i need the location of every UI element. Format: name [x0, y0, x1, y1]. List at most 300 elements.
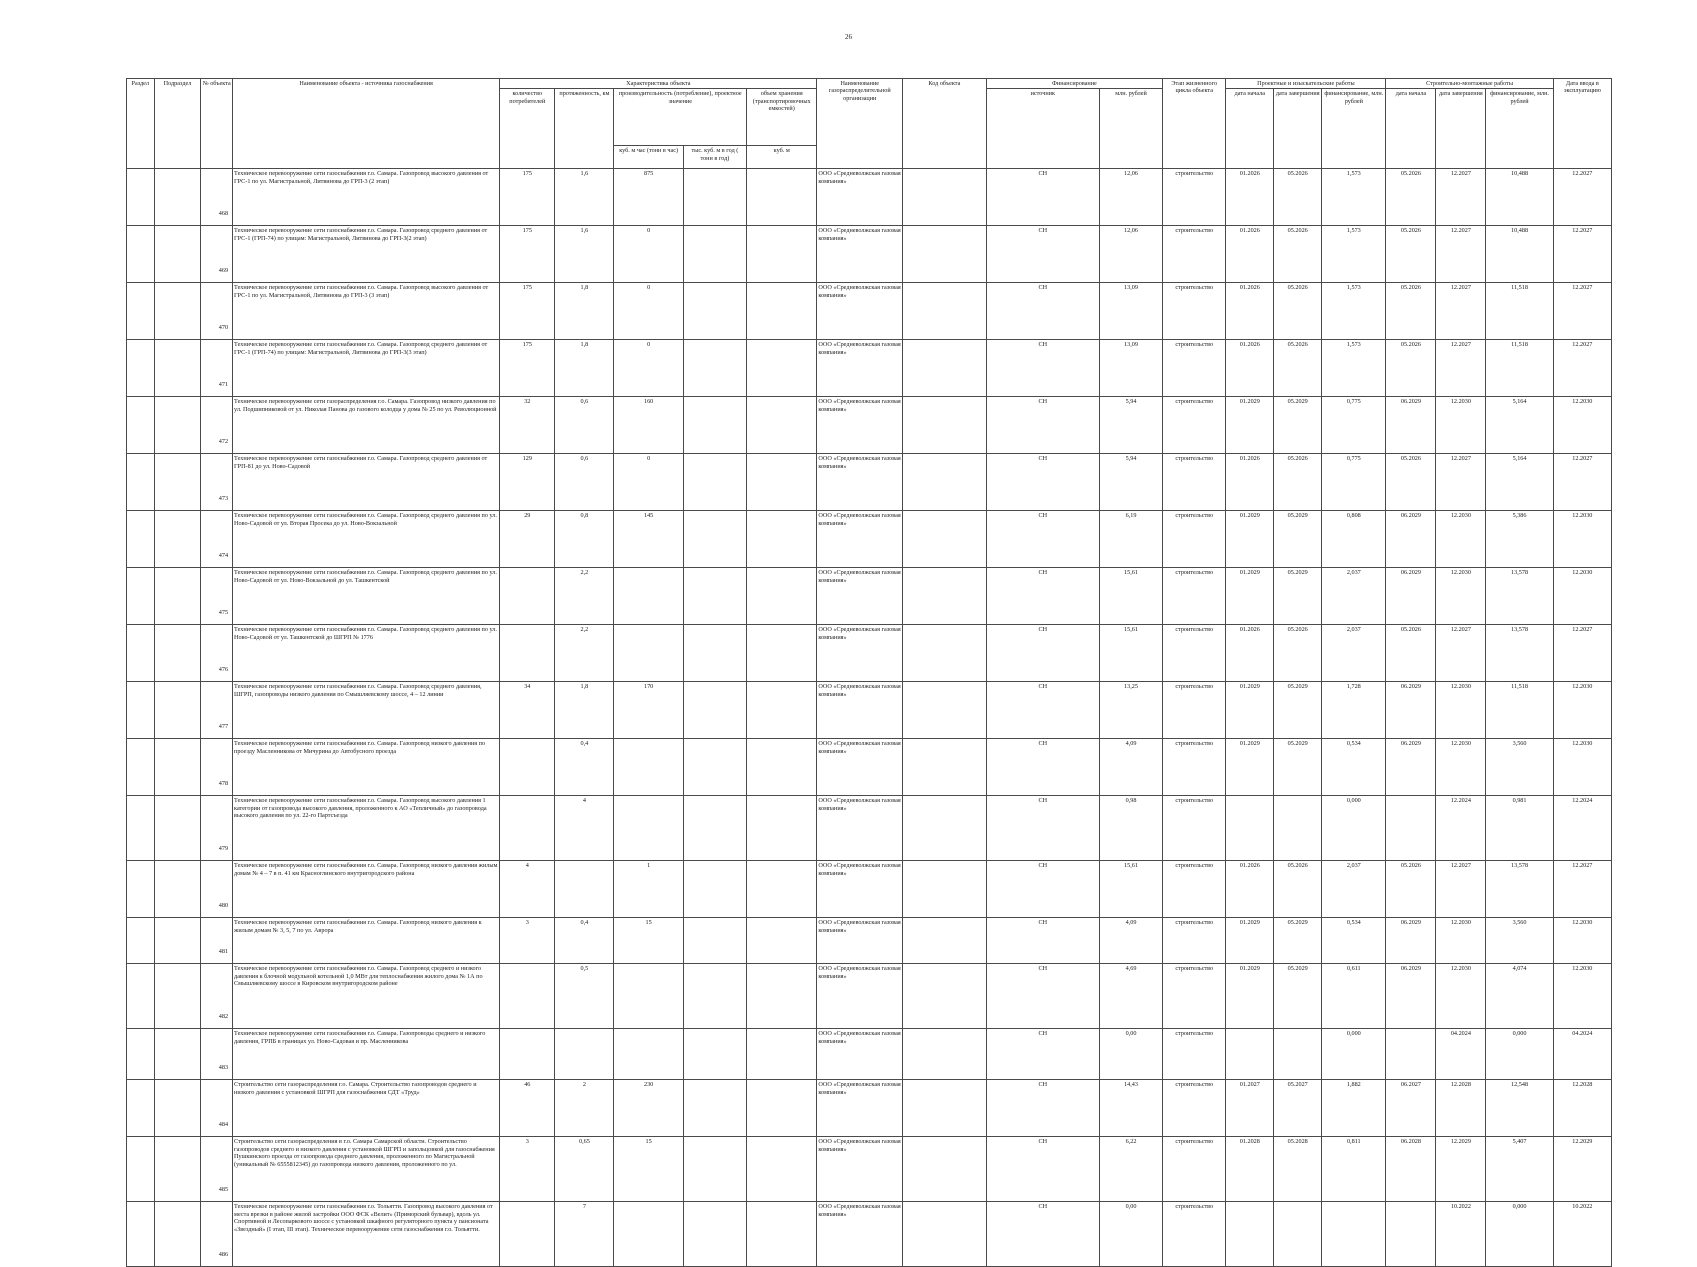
build-end: 12.2027 [1436, 226, 1486, 283]
build-start: 06.2029 [1386, 397, 1436, 454]
lifecycle-stage: строительство [1163, 568, 1226, 625]
section-cell [127, 918, 155, 964]
capacity-hour: 230 [614, 1080, 683, 1137]
length-km [555, 861, 614, 918]
capacity-hour: 170 [614, 682, 683, 739]
commission-date: 12.2030 [1553, 918, 1611, 964]
section-cell [127, 340, 155, 397]
design-financing: 2,037 [1322, 861, 1386, 918]
object-code [903, 340, 987, 397]
storage-volume [747, 511, 817, 568]
lifecycle-stage: строительство [1163, 964, 1226, 1029]
object-number: 476 [201, 625, 233, 682]
build-financing: 3,560 [1486, 918, 1553, 964]
consumers-count: 4 [500, 861, 555, 918]
finance-source: СН [986, 1080, 1099, 1137]
design-financing: 1,882 [1322, 1080, 1386, 1137]
header-build-financing: финансирование, млн. рублей [1486, 89, 1553, 169]
length-km: 1,6 [555, 169, 614, 226]
section-cell [127, 511, 155, 568]
build-start [1386, 1202, 1436, 1267]
object-number: 486 [201, 1202, 233, 1267]
capacity-hour [614, 739, 683, 796]
section-cell [127, 169, 155, 226]
subsection-cell [154, 226, 201, 283]
capacity-hour [614, 1202, 683, 1267]
storage-volume [747, 226, 817, 283]
length-km: 0,8 [555, 511, 614, 568]
finance-amount: 4,09 [1099, 739, 1162, 796]
commission-date: 12.2028 [1553, 1080, 1611, 1137]
subsection-cell [154, 1137, 201, 1202]
header-organization: Наименование газораспределительной организации [817, 79, 903, 169]
object-name: Техническое перевооружение сети газоснабжения г.о. Самара. Газопровод среднего давления по ул. Ново-Садовой от ул. Вторая Просека до ул. Ново-Вокзальной [233, 511, 500, 568]
finance-amount: 15,61 [1099, 568, 1162, 625]
capacity-year [683, 283, 746, 340]
build-financing: 5,164 [1486, 454, 1553, 511]
length-km: 4 [555, 796, 614, 861]
object-name: Техническое перевооружение сети газоснабжения г.о. Самара. Газопровод среднего и низкого давления к блочной модульной котельной 1,0 МВт для теплоснабжения жилого дома № 1А по Смышляевскому шоссе в Кировском внутригородском районе [233, 964, 500, 1029]
capacity-year [683, 568, 746, 625]
capacity-year [683, 1080, 746, 1137]
design-end: 05.2029 [1274, 568, 1322, 625]
object-code [903, 796, 987, 861]
capacity-hour: 875 [614, 169, 683, 226]
object-code [903, 918, 987, 964]
table-row [127, 739, 1612, 796]
object-name: Техническое перевооружение сети газоснабжения г.о. Самара. Газопровод высокого давления 1 категории от газопровода высокого давления, проложенного к АО «Тепличный» до газопровода высокого давления по ул. 22-го Партсъезда [233, 796, 500, 861]
subsection-cell [154, 283, 201, 340]
storage-volume [747, 918, 817, 964]
length-km: 7 [555, 1202, 614, 1267]
design-end: 05.2029 [1274, 964, 1322, 1029]
design-start: 01.2029 [1226, 682, 1274, 739]
consumers-count: 175 [500, 169, 555, 226]
design-start: 01.2029 [1226, 918, 1274, 964]
design-start [1226, 1029, 1274, 1080]
build-start: 05.2026 [1386, 861, 1436, 918]
finance-amount: 13,25 [1099, 682, 1162, 739]
header-design-financing: финансирование, млн. рублей [1322, 89, 1386, 169]
subsection-cell [154, 1029, 201, 1080]
consumers-count: 34 [500, 682, 555, 739]
object-code [903, 625, 987, 682]
consumers-count [500, 739, 555, 796]
storage-volume [747, 739, 817, 796]
header-unit-year: тыс. куб. м в год ( тонн в год) [683, 146, 746, 169]
build-financing: 4,074 [1486, 964, 1553, 1029]
commission-date: 12.2027 [1553, 340, 1611, 397]
capacity-year [683, 796, 746, 861]
header-build-start: дата начала [1386, 89, 1436, 169]
lifecycle-stage: строительство [1163, 169, 1226, 226]
build-financing: 10,488 [1486, 226, 1553, 283]
build-financing: 5,407 [1486, 1137, 1553, 1202]
design-start: 01.2026 [1226, 625, 1274, 682]
table-row [127, 682, 1612, 739]
object-code [903, 1080, 987, 1137]
commission-date: 12.2030 [1553, 739, 1611, 796]
build-start: 05.2026 [1386, 454, 1436, 511]
consumers-count: 29 [500, 511, 555, 568]
table-row [127, 1137, 1612, 1202]
object-name: Техническое перевооружение сети газоснабжения г.о. Самара. Газопровод высокого давления от ГРС-1 по ул. Магистральной, Литвинова до ГРП-3 (2 этап) [233, 169, 500, 226]
build-start: 05.2026 [1386, 340, 1436, 397]
consumers-count: 175 [500, 226, 555, 283]
build-end: 12.2027 [1436, 861, 1486, 918]
page-number: 26 [845, 33, 852, 41]
consumers-count [500, 964, 555, 1029]
object-code [903, 283, 987, 340]
length-km: 0,5 [555, 964, 614, 1029]
design-end: 05.2027 [1274, 1080, 1322, 1137]
design-end: 05.2026 [1274, 625, 1322, 682]
object-code [903, 964, 987, 1029]
lifecycle-stage: строительство [1163, 454, 1226, 511]
organization-name: ООО «Средневолжская газовая компания» [817, 568, 903, 625]
section-cell [127, 964, 155, 1029]
design-financing: 0,611 [1322, 964, 1386, 1029]
design-start: 01.2029 [1226, 397, 1274, 454]
length-km: 1,8 [555, 340, 614, 397]
finance-amount: 12,06 [1099, 169, 1162, 226]
finance-amount: 6,19 [1099, 511, 1162, 568]
design-end: 05.2029 [1274, 682, 1322, 739]
subsection-cell [154, 1202, 201, 1267]
design-financing: 0,775 [1322, 397, 1386, 454]
object-code [903, 397, 987, 454]
build-start: 06.2028 [1386, 1137, 1436, 1202]
finance-source: СН [986, 1029, 1099, 1080]
object-number: 473 [201, 454, 233, 511]
design-end: 05.2026 [1274, 283, 1322, 340]
header-design-works: Проектные и изыскательские работы [1226, 79, 1386, 89]
gas-supply-objects-table [126, 78, 1612, 1267]
design-end: 05.2029 [1274, 397, 1322, 454]
consumers-count: 3 [500, 1137, 555, 1202]
object-code [903, 1137, 987, 1202]
commission-date: 12.2024 [1553, 796, 1611, 861]
finance-source: СН [986, 340, 1099, 397]
finance-amount: 0,98 [1099, 796, 1162, 861]
build-financing: 3,560 [1486, 739, 1553, 796]
design-start: 01.2026 [1226, 340, 1274, 397]
section-cell [127, 796, 155, 861]
table-row [127, 918, 1612, 964]
length-km: 0,6 [555, 397, 614, 454]
lifecycle-stage: строительство [1163, 1080, 1226, 1137]
table-row [127, 796, 1612, 861]
object-number: 480 [201, 861, 233, 918]
capacity-year [683, 918, 746, 964]
object-number: 469 [201, 226, 233, 283]
capacity-year [683, 511, 746, 568]
object-name: Техническое перевооружение сети газоснабжения г.о. Самара. Газопровод низкого давления по проезду Масленникова от Мичурина до Автобусного проезда [233, 739, 500, 796]
consumers-count [500, 625, 555, 682]
length-km: 0,4 [555, 918, 614, 964]
storage-volume [747, 682, 817, 739]
capacity-hour: 1 [614, 861, 683, 918]
build-end: 12.2024 [1436, 796, 1486, 861]
design-start: 01.2029 [1226, 739, 1274, 796]
subsection-cell [154, 796, 201, 861]
subsection-cell [154, 625, 201, 682]
lifecycle-stage: строительство [1163, 340, 1226, 397]
object-code [903, 511, 987, 568]
object-name: Техническое перевооружение сети газоснабжения г.о. Самара. Газопроводы среднего и низкого давления, ГРПБ в границах ул. Ново-Садовая и пр. Масленникова [233, 1029, 500, 1080]
object-code [903, 1029, 987, 1080]
section-cell [127, 682, 155, 739]
build-end: 12.2028 [1436, 1080, 1486, 1137]
lifecycle-stage: строительство [1163, 283, 1226, 340]
subsection-cell [154, 964, 201, 1029]
capacity-hour: 15 [614, 918, 683, 964]
build-financing: 11,518 [1486, 340, 1553, 397]
build-end: 12.2030 [1436, 682, 1486, 739]
object-name: Техническое перевооружение сети газоснабжения г.о. Самара. Газопровод среднего давления по ул. Ново-Садовой от ул. Ташкентской до ШГРП № 1776 [233, 625, 500, 682]
design-financing: 0,000 [1322, 796, 1386, 861]
design-start: 01.2027 [1226, 1080, 1274, 1137]
object-code [903, 861, 987, 918]
build-end: 12.2030 [1436, 964, 1486, 1029]
design-end: 05.2026 [1274, 340, 1322, 397]
commission-date: 12.2030 [1553, 682, 1611, 739]
header-finance-source: источник [986, 89, 1099, 169]
build-start: 06.2027 [1386, 1080, 1436, 1137]
build-start: 05.2026 [1386, 283, 1436, 340]
capacity-year [683, 739, 746, 796]
section-cell [127, 1080, 155, 1137]
length-km: 0,4 [555, 739, 614, 796]
header-construction-works: Строительно-монтажные работы [1386, 79, 1553, 89]
table-row [127, 861, 1612, 918]
design-end: 05.2026 [1274, 169, 1322, 226]
section-cell [127, 1202, 155, 1267]
finance-amount: 5,94 [1099, 397, 1162, 454]
lifecycle-stage: строительство [1163, 625, 1226, 682]
organization-name: ООО «Средневолжская газовая компания» [817, 340, 903, 397]
design-start: 01.2026 [1226, 226, 1274, 283]
design-start: 01.2026 [1226, 169, 1274, 226]
finance-source: СН [986, 918, 1099, 964]
finance-source: СН [986, 454, 1099, 511]
finance-source: СН [986, 739, 1099, 796]
build-start [1386, 1029, 1436, 1080]
capacity-hour [614, 964, 683, 1029]
table-row [127, 340, 1612, 397]
build-financing: 13,578 [1486, 625, 1553, 682]
table-row [127, 1029, 1612, 1080]
subsection-cell [154, 861, 201, 918]
table-row [127, 964, 1612, 1029]
build-start: 05.2026 [1386, 169, 1436, 226]
table-row [127, 511, 1612, 568]
finance-amount: 0,00 [1099, 1029, 1162, 1080]
section-cell [127, 625, 155, 682]
build-financing: 0,981 [1486, 796, 1553, 861]
build-start: 06.2029 [1386, 568, 1436, 625]
lifecycle-stage: строительство [1163, 796, 1226, 861]
storage-volume [747, 1029, 817, 1080]
build-start: 05.2026 [1386, 625, 1436, 682]
length-km: 2 [555, 1080, 614, 1137]
object-code [903, 1202, 987, 1267]
design-financing: 1,573 [1322, 169, 1386, 226]
object-name: Техническое перевооружение сети газоснабжения г.о. Самара. Газопровод низкого давления жилым домам № 4 – 7 в п. 41 км Красноглинского внутригородского района [233, 861, 500, 918]
capacity-hour: 160 [614, 397, 683, 454]
organization-name: ООО «Средневолжская газовая компания» [817, 283, 903, 340]
finance-source: СН [986, 964, 1099, 1029]
table-row [127, 625, 1612, 682]
header-object-code: Код объекта [903, 79, 987, 169]
lifecycle-stage: строительство [1163, 226, 1226, 283]
table-row [127, 568, 1612, 625]
lifecycle-stage: строительство [1163, 1029, 1226, 1080]
length-km: 1,8 [555, 283, 614, 340]
table-row [127, 283, 1612, 340]
table-row [127, 454, 1612, 511]
header-unit-storage: куб. м [747, 146, 817, 169]
object-number: 479 [201, 796, 233, 861]
commission-date: 12.2030 [1553, 568, 1611, 625]
finance-source: СН [986, 283, 1099, 340]
section-cell [127, 1137, 155, 1202]
finance-amount: 13,09 [1099, 340, 1162, 397]
finance-source: СН [986, 796, 1099, 861]
header-characteristics: Характеристика объекта [500, 79, 817, 89]
subsection-cell [154, 397, 201, 454]
subsection-cell [154, 568, 201, 625]
design-financing: 2,037 [1322, 625, 1386, 682]
lifecycle-stage: строительство [1163, 918, 1226, 964]
table-row [127, 226, 1612, 283]
lifecycle-stage: строительство [1163, 682, 1226, 739]
design-end: 05.2026 [1274, 226, 1322, 283]
design-start: 01.2028 [1226, 1137, 1274, 1202]
storage-volume [747, 1202, 817, 1267]
section-cell [127, 861, 155, 918]
build-start: 06.2029 [1386, 918, 1436, 964]
object-name: Техническое перевооружение сети газоснабжения г.о. Самара. Газопровод среднего давления от ГРП-81 до ул. Ново-Садовой [233, 454, 500, 511]
design-financing: 0,000 [1322, 1029, 1386, 1080]
build-end: 12.2027 [1436, 625, 1486, 682]
capacity-hour: 0 [614, 226, 683, 283]
build-financing: 11,518 [1486, 283, 1553, 340]
capacity-year [683, 226, 746, 283]
section-cell [127, 226, 155, 283]
design-financing: 0,534 [1322, 918, 1386, 964]
object-name: Техническое перевооружение сети газоснабжения г.о. Самара. Газопровод среднего давления, ШГРП, газопроводы низкого давления по Смышляевскому шоссе, 4 – 12 линии [233, 682, 500, 739]
length-km: 1,8 [555, 682, 614, 739]
design-financing: 2,037 [1322, 568, 1386, 625]
consumers-count: 32 [500, 397, 555, 454]
organization-name: ООО «Средневолжская газовая компания» [817, 454, 903, 511]
build-financing: 13,578 [1486, 861, 1553, 918]
design-start: 01.2029 [1226, 511, 1274, 568]
storage-volume [747, 625, 817, 682]
commission-date: 12.2029 [1553, 1137, 1611, 1202]
finance-source: СН [986, 511, 1099, 568]
object-number: 483 [201, 1029, 233, 1080]
capacity-hour: 145 [614, 511, 683, 568]
build-end: 04.2024 [1436, 1029, 1486, 1080]
finance-source: СН [986, 226, 1099, 283]
organization-name: ООО «Средневолжская газовая компания» [817, 861, 903, 918]
object-code [903, 682, 987, 739]
design-start [1226, 1202, 1274, 1267]
build-start [1386, 796, 1436, 861]
object-name: Техническое перевооружение сети газоснабжения г.о. Самара. Газопровод низкого давления к жилым домам № 3, 5, 7 по ул. Аврора [233, 918, 500, 964]
commission-date: 12.2027 [1553, 169, 1611, 226]
build-start: 05.2026 [1386, 226, 1436, 283]
object-number: 471 [201, 340, 233, 397]
consumers-count: 175 [500, 340, 555, 397]
subsection-cell [154, 511, 201, 568]
design-end: 05.2026 [1274, 454, 1322, 511]
header-section: Раздел [127, 79, 155, 169]
finance-amount: 15,61 [1099, 625, 1162, 682]
consumers-count: 46 [500, 1080, 555, 1137]
organization-name: ООО «Средневолжская газовая компания» [817, 226, 903, 283]
storage-volume [747, 1080, 817, 1137]
length-km: 2,2 [555, 625, 614, 682]
lifecycle-stage: строительство [1163, 861, 1226, 918]
build-start: 06.2029 [1386, 739, 1436, 796]
capacity-hour [614, 1029, 683, 1080]
design-financing: 1,573 [1322, 340, 1386, 397]
storage-volume [747, 568, 817, 625]
build-financing: 11,518 [1486, 682, 1553, 739]
build-financing: 0,000 [1486, 1202, 1553, 1267]
subsection-cell [154, 739, 201, 796]
object-code [903, 568, 987, 625]
organization-name: ООО «Средневолжская газовая компания» [817, 511, 903, 568]
design-financing: 0,775 [1322, 454, 1386, 511]
length-km [555, 1029, 614, 1080]
build-financing: 0,000 [1486, 1029, 1553, 1080]
object-name: Техническое перевооружение сети газоснабжения г.о. Самара. Газопровод высокого давления от ГРС-1 по ул. Магистральной, Литвинова до ГРП-3 (3 этап) [233, 283, 500, 340]
object-name: Строительство сети газораспределения г.о. Самара. Строительство газопроводов среднего и низкого давления с установкой ШГРП для газоснабжения СДТ «Труд» [233, 1080, 500, 1137]
design-financing: 0,808 [1322, 511, 1386, 568]
header-object-name: Наименование объекта - источника газоснабжения [233, 79, 500, 169]
commission-date: 12.2027 [1553, 283, 1611, 340]
build-end: 12.2030 [1436, 397, 1486, 454]
build-start: 06.2029 [1386, 964, 1436, 1029]
capacity-year [683, 964, 746, 1029]
lifecycle-stage: строительство [1163, 397, 1226, 454]
consumers-count [500, 1029, 555, 1080]
design-financing: 1,573 [1322, 283, 1386, 340]
object-number: 478 [201, 739, 233, 796]
organization-name: ООО «Средневолжская газовая компания» [817, 739, 903, 796]
finance-source: СН [986, 1202, 1099, 1267]
subsection-cell [154, 169, 201, 226]
finance-amount: 6,22 [1099, 1137, 1162, 1202]
organization-name: ООО «Средневолжская газовая компания» [817, 1080, 903, 1137]
storage-volume [747, 964, 817, 1029]
capacity-year [683, 1137, 746, 1202]
header-subsection: Подраздел [154, 79, 201, 169]
capacity-year [683, 682, 746, 739]
object-name: Техническое перевооружение сети газоснабжения г.о. Самара. Газопровод среднего давления по ул. Ново-Садовой от ул. Ново-Вокзальной до ул. Ташкентской [233, 568, 500, 625]
design-end [1274, 1202, 1322, 1267]
object-number: 484 [201, 1080, 233, 1137]
consumers-count [500, 1202, 555, 1267]
finance-amount: 13,09 [1099, 283, 1162, 340]
section-cell [127, 454, 155, 511]
consumers-count: 3 [500, 918, 555, 964]
build-end: 12.2027 [1436, 169, 1486, 226]
